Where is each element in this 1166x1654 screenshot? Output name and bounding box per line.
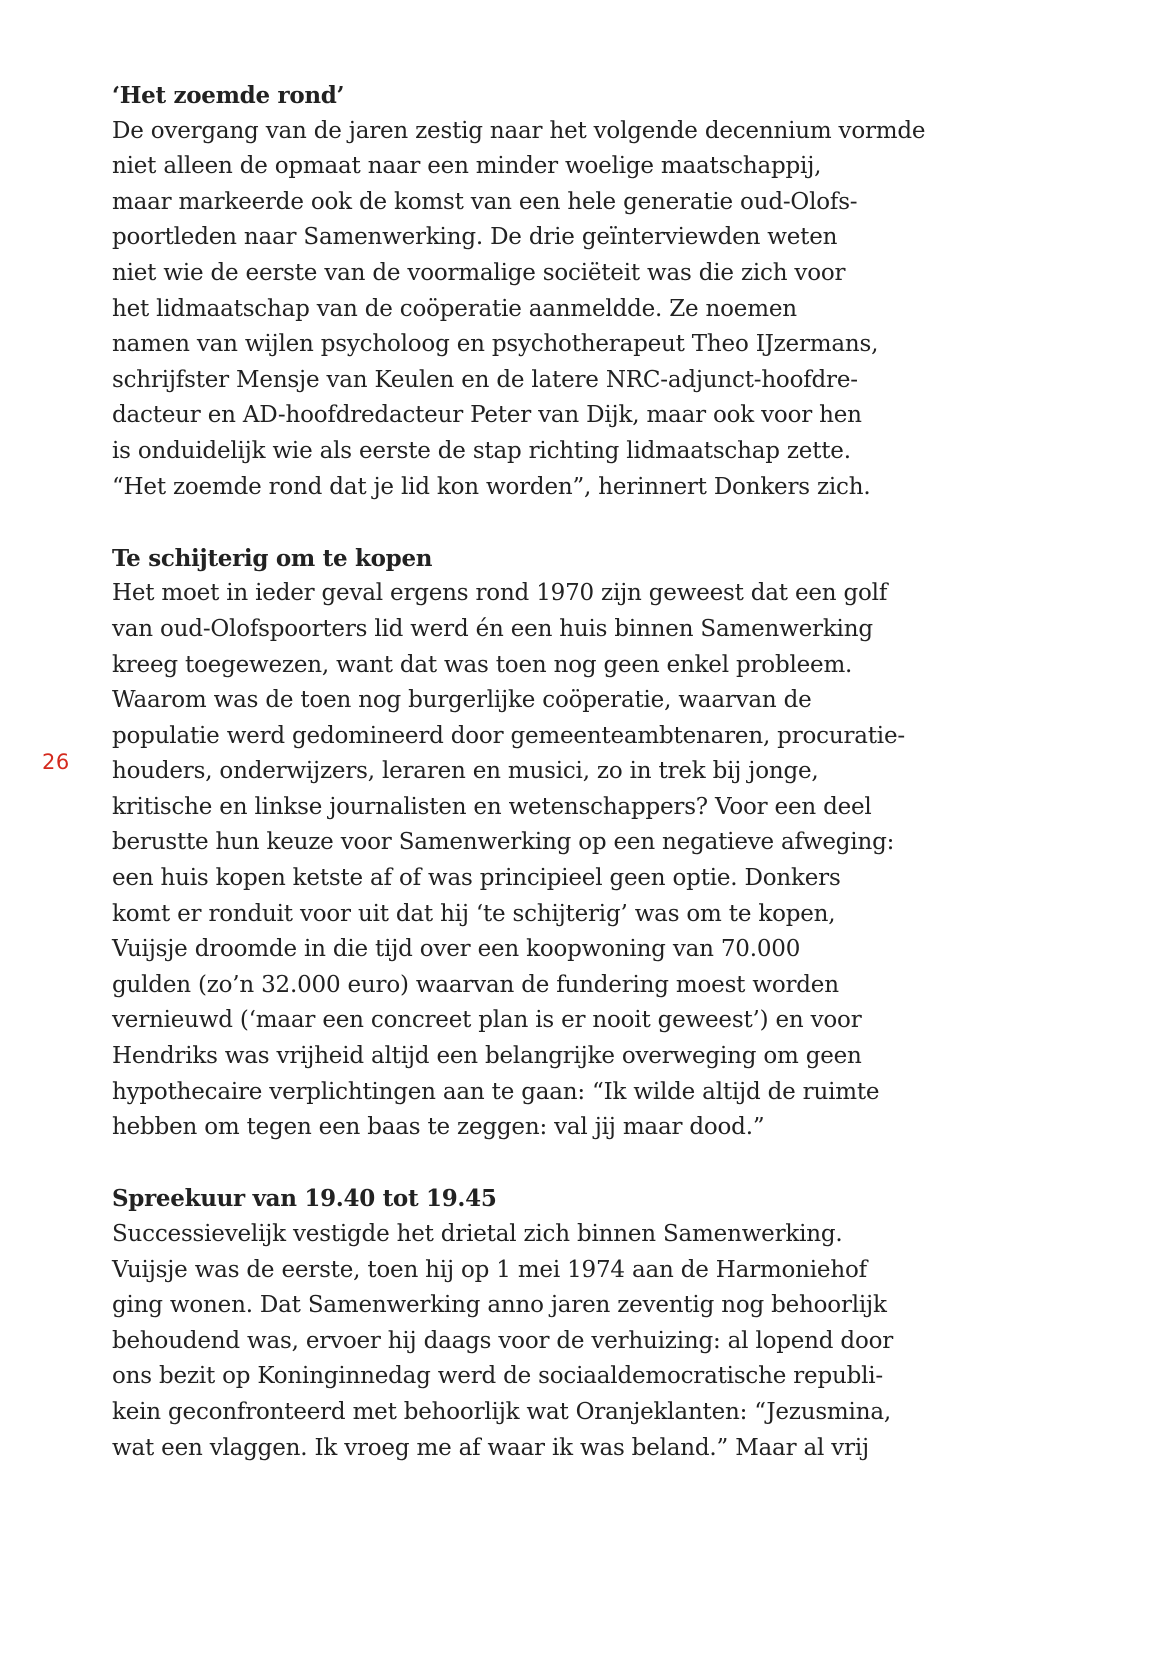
text-line: niet alleen de opmaat naar een minder woelige maatschappij,	[112, 153, 822, 180]
text-line: Vuijsje was de eerste, toen hij op 1 mei 1974 aan de Harmoniehof	[112, 1256, 867, 1283]
text-line: niet wie de eerste van de voormalige sociëteit was die zich voor	[112, 259, 846, 286]
text-line: ons bezit op Koninginnedag werd de sociaaldemocratische republi-	[112, 1363, 883, 1390]
text-line: wat een vlaggen. Ik vroeg me af waar ik was beland.” Maar al vrij	[112, 1434, 869, 1461]
text-line: is onduidelijk wie als eerste de stap richting lidmaatschap zette.	[112, 437, 851, 464]
text-line: Waarom was de toen nog burgerlijke coöperatie, waarvan de	[112, 687, 812, 714]
text-line: van oud-Olofspoorters lid werd én een huis binnen Samenwerking	[112, 615, 873, 642]
section-heading: Te schijterig om te kopen	[112, 544, 433, 572]
text-line: behoudend was, ervoer hij daags voor de verhuizing: al lopend door	[112, 1327, 894, 1354]
text-line: een huis kopen ketste af of was principieel geen optie. Donkers	[112, 865, 841, 892]
text-line: het lidmaatschap van de coöperatie aanmeldde. Ze noemen	[112, 295, 797, 322]
text-line: houders, onderwijzers, leraren en musici, zo in trek bij jonge,	[112, 758, 819, 785]
page-number: 26	[42, 750, 70, 774]
article-body	[112, 78, 1012, 1502]
text-line: schrijfster Mensje van Keulen en de latere NRC-adjunct-hoofdre-	[112, 366, 858, 393]
text-line: komt er ronduit voor uit dat hij ‘te schijterig’ was om te kopen,	[112, 900, 836, 927]
text-line: berustte hun keuze voor Samenwerking op een negatieve afweging:	[112, 829, 895, 856]
text-line: Successievelijk vestigde het drietal zich binnen Samenwerking.	[112, 1221, 843, 1247]
section-te-schijterig	[112, 541, 1012, 1146]
section-spreekuur	[112, 1181, 1012, 1466]
text-line: vernieuwd (‘maar een concreet plan is er nooit geweest’) en voor	[112, 1007, 862, 1034]
text-line: kreeg toegewezen, want dat was toen nog geen enkel probleem.	[112, 651, 853, 678]
text-line: kritische en linkse journalisten en wetenschappers? Voor een deel	[112, 793, 872, 820]
text-line: namen van wijlen psycholoog en psychotherapeut Theo IJzermans,	[112, 331, 879, 358]
text-line: gulden (zo’n 32.000 euro) waarvan de fundering moest worden	[112, 971, 839, 998]
text-line: populatie werd gedomineerd door gemeenteambtenaren, procuratie-	[112, 722, 905, 749]
text-line: ging wonen. Dat Samenwerking anno jaren zeventig nog behoorlijk	[112, 1292, 887, 1319]
text-line: Vuijsje droomde in die tijd over een koopwoning van 70.000	[112, 936, 801, 963]
section-heading: ‘Het zoemde rond’	[112, 82, 345, 109]
section-heading: Spreekuur van 19.40 tot 19.45	[112, 1185, 497, 1213]
text-line: hypothecaire verplichtingen aan te gaan: “Ik wilde altijd de ruimte	[112, 1078, 880, 1105]
text-line: De overgang van de jaren zestig naar het volgende decennium vormde	[112, 117, 926, 144]
text-line: dacteur en AD-hoofdredacteur Peter van Dijk, maar ook voor hen	[112, 402, 862, 429]
text-line: kein geconfronteerd met behoorlijk wat Oranjeklanten: “Jezusmina,	[112, 1398, 891, 1425]
text-line: hebben om tegen een baas te zeggen: val jij maar dood.”	[112, 1114, 765, 1141]
text-line: Hendriks was vrijheid altijd een belangrijke overweging om geen	[112, 1043, 862, 1070]
section-het-zoemde-rond	[112, 78, 1012, 505]
text-line: “Het zoemde rond dat je lid kon worden”, herinnert Donkers zich.	[112, 473, 871, 500]
text-line: Het moet in ieder geval ergens rond 1970 zijn geweest dat een golf	[112, 580, 888, 607]
text-line: poortleden naar Samenwerking. De drie geïnterviewden weten	[112, 224, 838, 251]
text-line: maar markeerde ook de komst van een hele generatie oud-Olofs-	[112, 188, 858, 215]
